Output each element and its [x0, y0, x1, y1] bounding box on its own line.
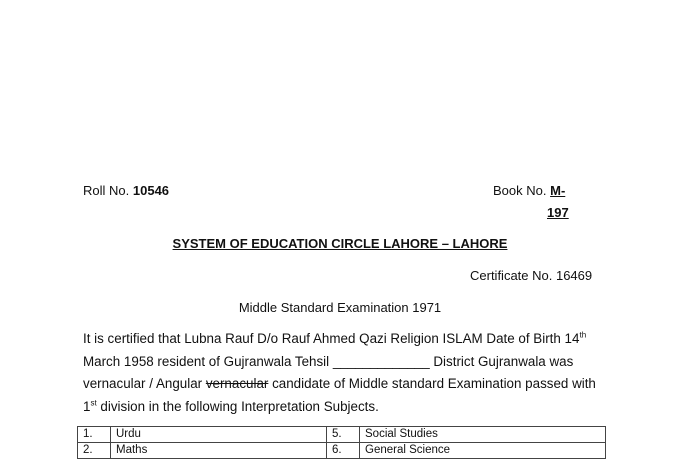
roll-value: 10546 — [132, 183, 170, 198]
para-part1: It is certified that Lubna Rauf D/o Rauf Ahmed Qazi Religion ISLAM Date of Birth 14 — [83, 331, 580, 346]
subject-number: 5. — [327, 427, 360, 443]
book-value-line1: M- — [550, 183, 566, 198]
para-sup1: th — [579, 330, 587, 340]
book-label: Book No. — [493, 183, 547, 198]
exam-title: Middle Standard Examination 1971 — [238, 300, 442, 315]
subjects-table — [77, 426, 606, 459]
para-part2: March 1958 resident of Gujranwala Tehsil _____________ District Gujranwala was vernacular / Angular — [83, 353, 574, 391]
book-number — [493, 183, 565, 198]
subject-number: 2. — [78, 443, 111, 459]
table-row — [78, 443, 606, 459]
para-part4: division in the following Interpretation Subjects. — [96, 398, 379, 414]
roll-label: Roll No. — [83, 183, 130, 198]
document-title: SYSTEM OF EDUCATION CIRCLE LAHORE – LAHORE — [172, 236, 508, 251]
subject-name: General Science — [360, 443, 606, 459]
book-value-line2-wrap — [547, 205, 569, 220]
subject-number: 6. — [327, 443, 360, 459]
subject-name: Social Studies — [360, 427, 606, 443]
certification-paragraph — [83, 328, 603, 418]
subject-name: Urdu — [111, 427, 327, 443]
para-part3: candidate of Middle standard Examination passed with 1 — [83, 376, 596, 414]
subject-number: 1. — [78, 427, 111, 443]
certificate-number: Certificate No. 16469 — [470, 268, 593, 283]
para-sup2: st — [90, 398, 97, 408]
subject-name: Maths — [111, 443, 327, 459]
para-struck: vernacular — [205, 376, 269, 391]
book-value-line2: 197 — [547, 205, 569, 220]
roll-number — [83, 183, 169, 198]
table-row — [78, 427, 606, 443]
